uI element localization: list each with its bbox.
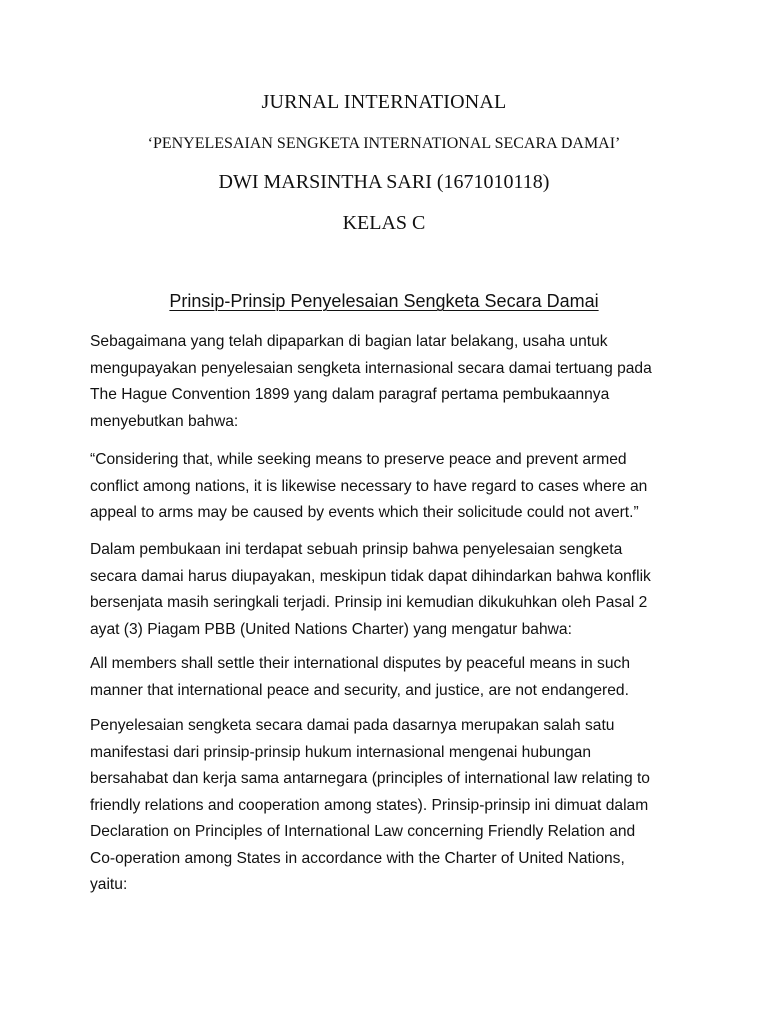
paragraph-line: bersahabat dan kerja sama antarnegara (principles of international law relating to [90,770,650,787]
paragraph-3 [90,537,690,643]
journal-title: JURNAL INTERNATIONAL [261,91,507,113]
paragraph-line: secara damai harus diupayakan, meskipun tidak dapat dihindarkan bahwa konflik [90,567,651,585]
paragraph-line: Sebagaimana yang telah dipaparkan di bagian latar belakang, usaha untuk [90,333,608,350]
paragraph-1 [90,329,690,435]
paragraph-line: manifestasi dari prinsip-prinsip hukum internasional mengenai hubungan [90,743,592,761]
author-line: DWI MARSINTHA SARI (1671010118) [218,171,550,193]
paragraph-line: conflict among nations, it is likewise necessary to have regard to cases where an [90,477,648,495]
paragraph-line: friendly relations and cooperation among states). Prinsip-prinsip ini dimuat dalam [90,796,649,814]
paragraph-line: Dalam pembukaan ini terdapat sebuah prinsip bahwa penyelesaian sengketa [90,541,623,558]
paragraph-line: “Considering that, while seeking means to preserve peace and prevent armed [90,451,627,468]
paragraph-line: bersenjata masih seringkali terjadi. Prinsip ini kemudian dikukuhkan oleh Pasal 2 [90,594,648,611]
paragraph-line: Declaration on Principles of International Law concerning Friendly Relation and [90,823,636,840]
paragraph-line: All members shall settle their international disputes by peaceful means in such [90,655,630,672]
section-heading: Prinsip-Prinsip Penyelesaian Sengketa Secara Damai [169,291,599,311]
paragraph-line: menyebutkan bahwa: [90,412,239,430]
quote-paragraph [90,447,690,527]
journal-subtitle: ‘PENYELESAIAN SENGKETA INTERNATIONAL SECARA DAMAI’ [147,135,621,152]
class-label: KELAS C [342,212,426,234]
paragraph-line: Penyelesaian sengketa secara damai pada dasarnya merupakan salah satu [90,717,615,734]
paragraph-line: Co-operation among States in accordance with the Charter of United Nations, [90,849,625,867]
paragraph-line: yaitu: [90,876,128,893]
paragraph-line: mengupayakan penyelesaian sengketa internasional secara damai tertuang pada [90,359,652,377]
paragraph-line: appeal to arms may be caused by events which their solicitude could not avert.” [90,504,639,521]
paragraph-5 [90,713,690,899]
paragraph-line: ayat (3) Piagam PBB (United Nations Charter) yang mengatur bahwa: [90,620,572,638]
paragraph-line: The Hague Convention 1899 yang dalam paragraf pertama pembukaannya [90,386,610,403]
paragraph-line: manner that international peace and security, and justice, are not endangered. [90,681,629,699]
charter-quote-paragraph [90,651,690,704]
